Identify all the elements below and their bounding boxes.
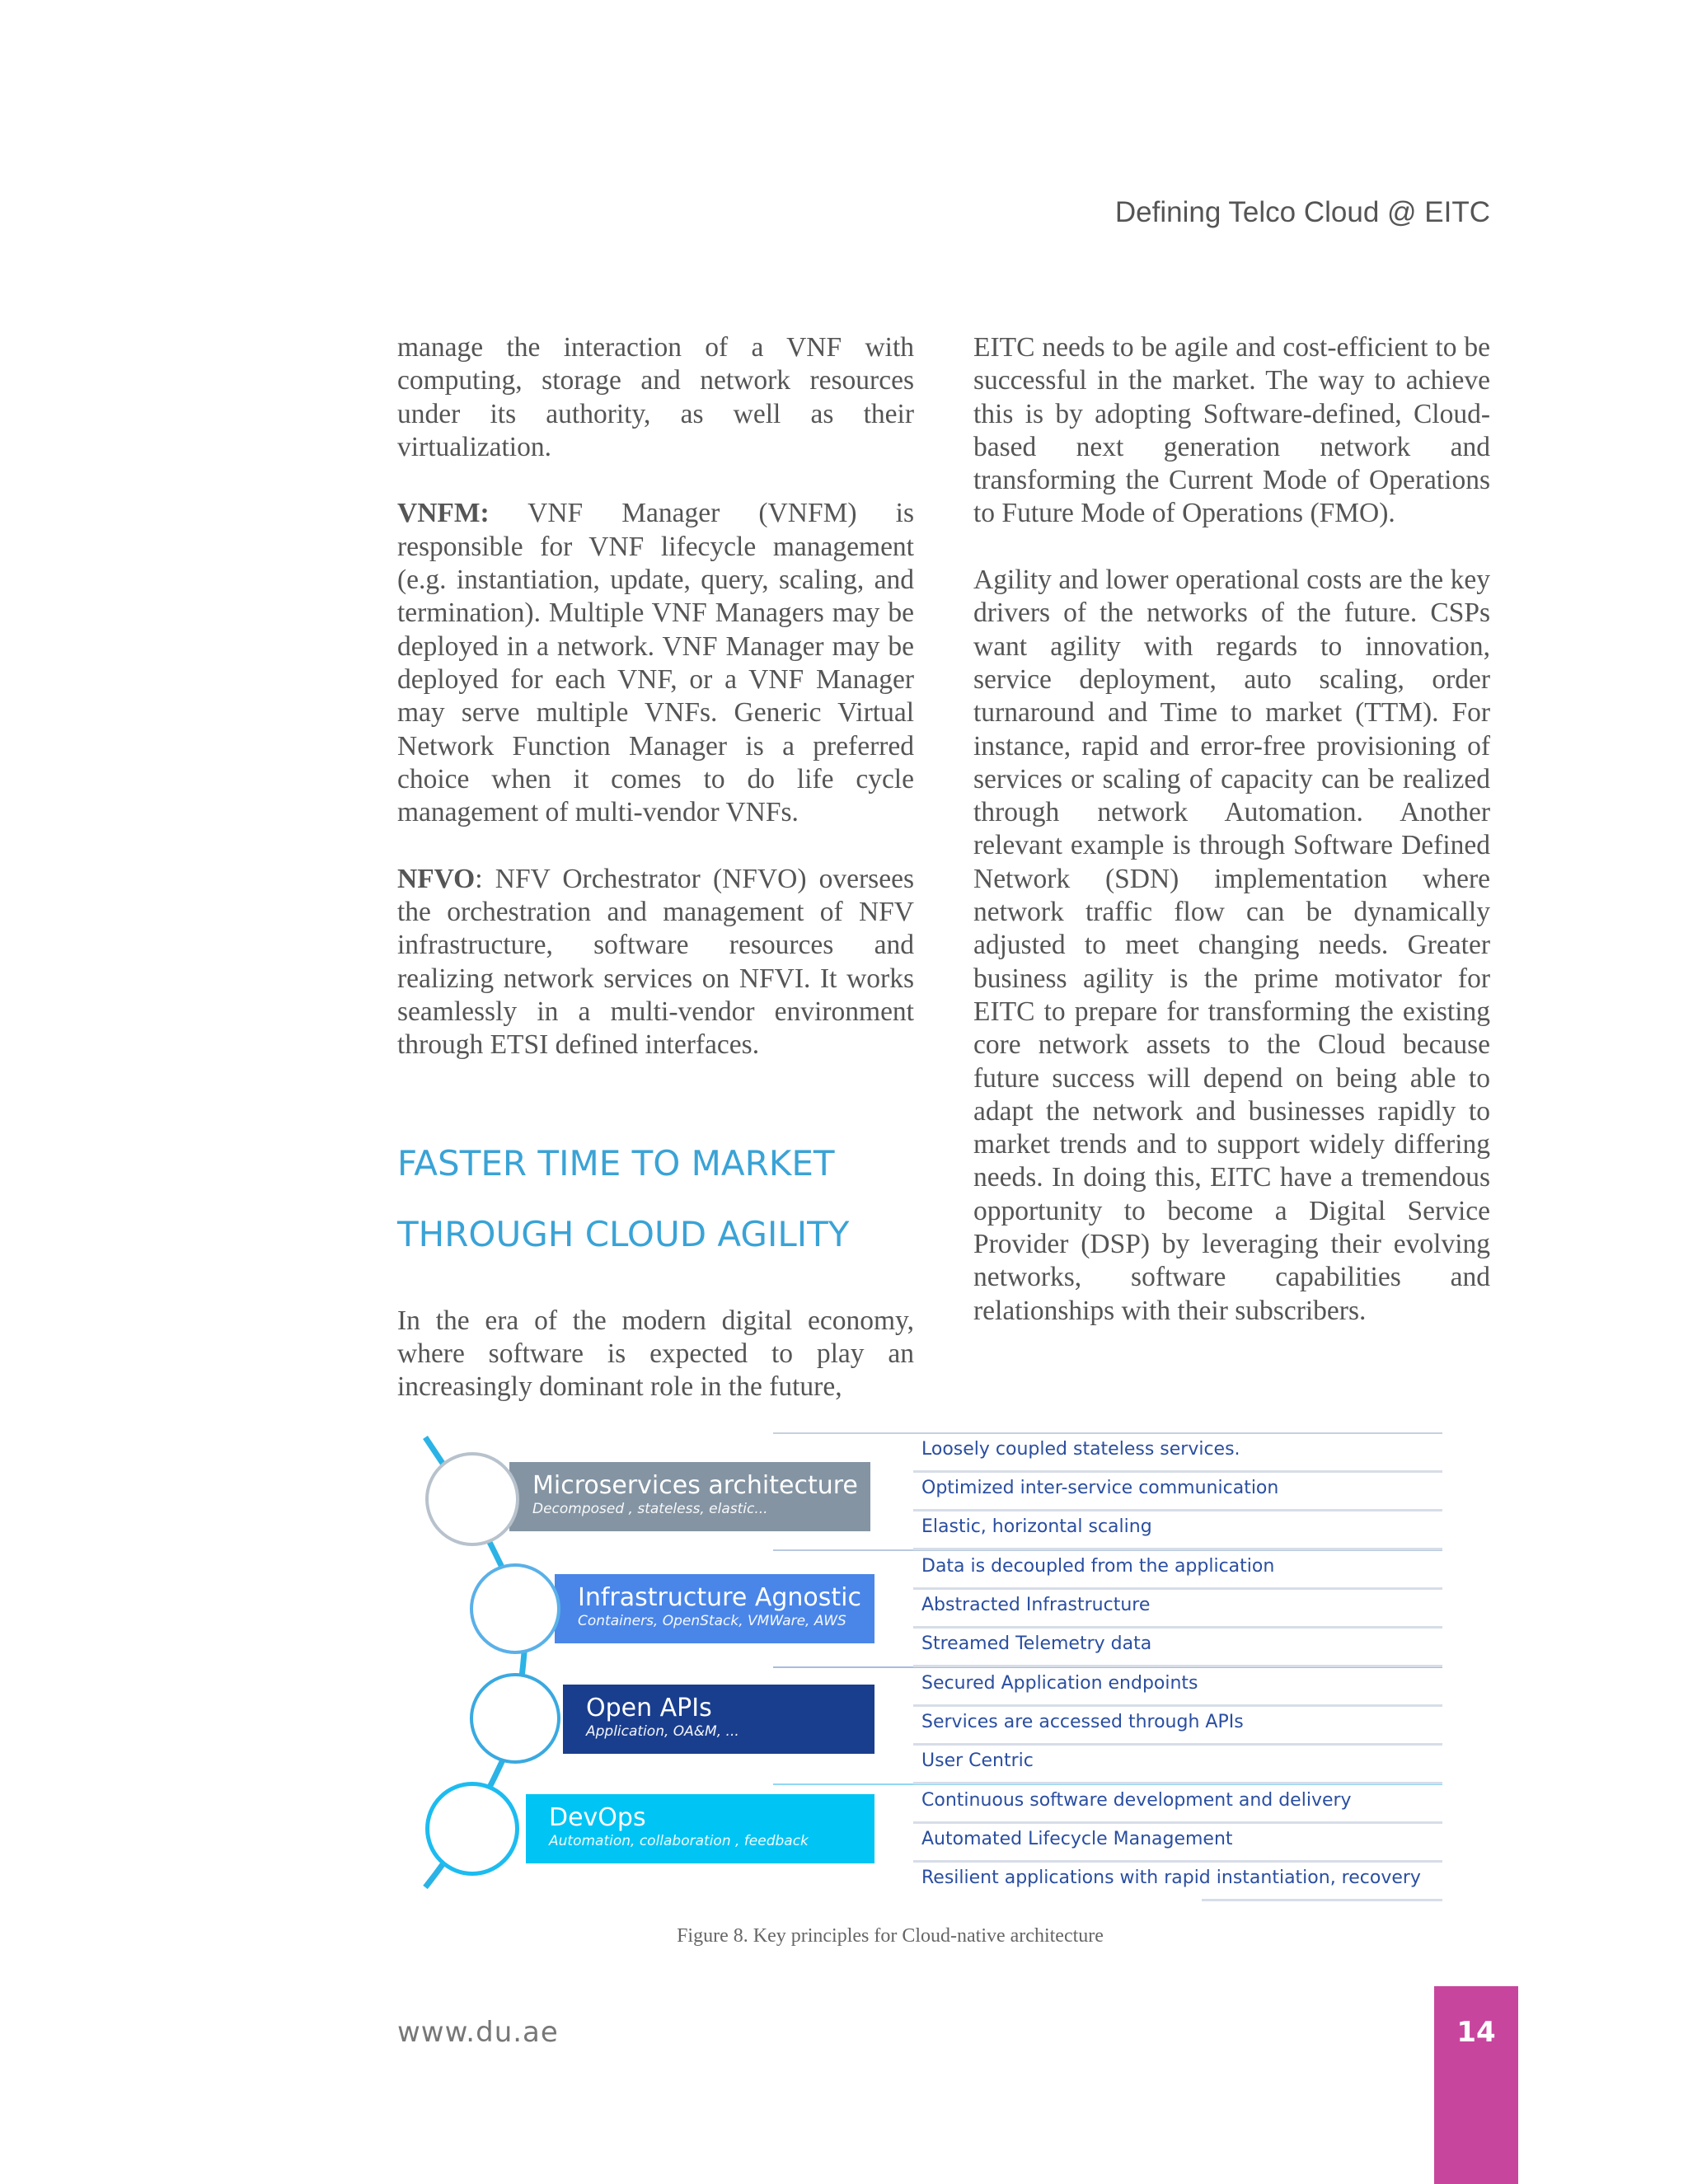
principle-block-devops: DevOps Automation, collaboration , feedback: [526, 1794, 874, 1863]
section-heading: FASTER TIME TO MARKET THROUGH CLOUD AGILITY: [397, 1142, 850, 1254]
footer-url: www.du.ae: [397, 2016, 559, 2049]
left-column: [397, 331, 914, 1404]
paragraph-nfvo: NFVO: NFV Orchestrator (NFVO) oversees the orchestration and management of NFV infrastructure, software resources and realizing network services on NFVI. It works seamlessly in a multi-vendor environment through ETSI defined interfaces.: [397, 863, 914, 1061]
running-header: Defining Telco Cloud @ EITC: [1114, 196, 1490, 228]
divider: [773, 1432, 1442, 1434]
principle-block-microservices: Microservices architecture Decomposed , stateless, elastic...: [509, 1462, 870, 1531]
paragraph: manage the interaction of a VNF with computing, storage and network resources under its authority, as well as their virtualization.: [397, 332, 914, 462]
circle-icon: [470, 1563, 560, 1654]
principle-item: Optimized inter-service communication: [921, 1478, 1279, 1498]
principle-item: Resilient applications with rapid instantiation, recovery: [921, 1868, 1421, 1888]
principle-item: Secured Application endpoints: [921, 1673, 1198, 1694]
page-number-tab: [1434, 1986, 1518, 2184]
paragraph: In the era of the modern digital economy, where software is expected to play an increasingly dominant role in the future,: [397, 1305, 914, 1403]
paragraph-vnfm: VNFM: VNF Manager (VNFM) is responsible for VNF lifecycle management (e.g. instantiation, update, query, scaling, and termination). Multiple VNF Managers may be deployed in a network. VNF Manager may be deployed for each VNF, or a VNF Manager may serve multiple VNFs. Generic Virtual Network Function Manager is a preferred choice when it comes to do life cycle management of multi-vendor VNFs.: [397, 498, 914, 828]
principle-item: Elastic, horizontal scaling: [921, 1516, 1152, 1537]
principle-item: Services are accessed through APIs: [921, 1712, 1244, 1732]
right-column: [973, 331, 1490, 1328]
principle-item: Streamed Telemetry data: [921, 1633, 1152, 1654]
principle-block-open-apis: Open APIs Application, OA&M, ...: [563, 1685, 874, 1754]
circle-icon: [425, 1782, 519, 1876]
circle-icon: [425, 1452, 519, 1546]
circle-icon: [470, 1673, 560, 1764]
principle-item: Data is decoupled from the application: [921, 1556, 1275, 1577]
principle-item: Abstracted Infrastructure: [921, 1595, 1151, 1615]
principle-item: Automated Lifecycle Management: [921, 1829, 1233, 1849]
cloud-native-principles-figure: [419, 1427, 1449, 1897]
principle-item: User Centric: [921, 1750, 1034, 1771]
page-number: 14: [1456, 2016, 1496, 2049]
term-nfvo: NFVO: [397, 863, 476, 894]
figure-caption: Figure 8. Key principles for Cloud-native architecture: [677, 1925, 1104, 1947]
principle-item: Loosely coupled stateless services.: [921, 1439, 1240, 1460]
paragraph: Agility and lower operational costs are the key drivers of the networks of the future. CSPs want agility with regards to innovation, service deployment, auto scaling, order turnaround and Time to market (TTM). For instance, rapid and error-free provisioning of services or scaling of capacity can be realized through network Automation. Another relevant example is through Software Defined Network (SDN) implementation where network traffic flow can be dynamically adjusted to meet changing needs. Greater business agility is the prime motivator for EITC to prepare for transforming the existing core network assets to the Cloud because future success will depend on being able to adapt the network and businesses rapidly to market trends and to support widely differing needs. In doing this, EITC have a tremendous opportunity to become a Digital Service Provider (DSP) by leveraging their evolving networks, software capabilities and relationships with their subscribers.: [973, 565, 1490, 1326]
term-vnfm: VNFM:: [397, 498, 490, 529]
principle-item: Continuous software development and delivery: [921, 1790, 1352, 1811]
principle-block-infrastructure: Infrastructure Agnostic Containers, OpenStack, VMWare, AWS: [555, 1574, 874, 1643]
paragraph: EITC needs to be agile and cost-efficient to be successful in the market. The way to achieve this is by adopting Software-defined, Cloud-based next generation network and transforming the Current Mode of Operations to Future Mode of Operations (FMO).: [973, 332, 1490, 529]
